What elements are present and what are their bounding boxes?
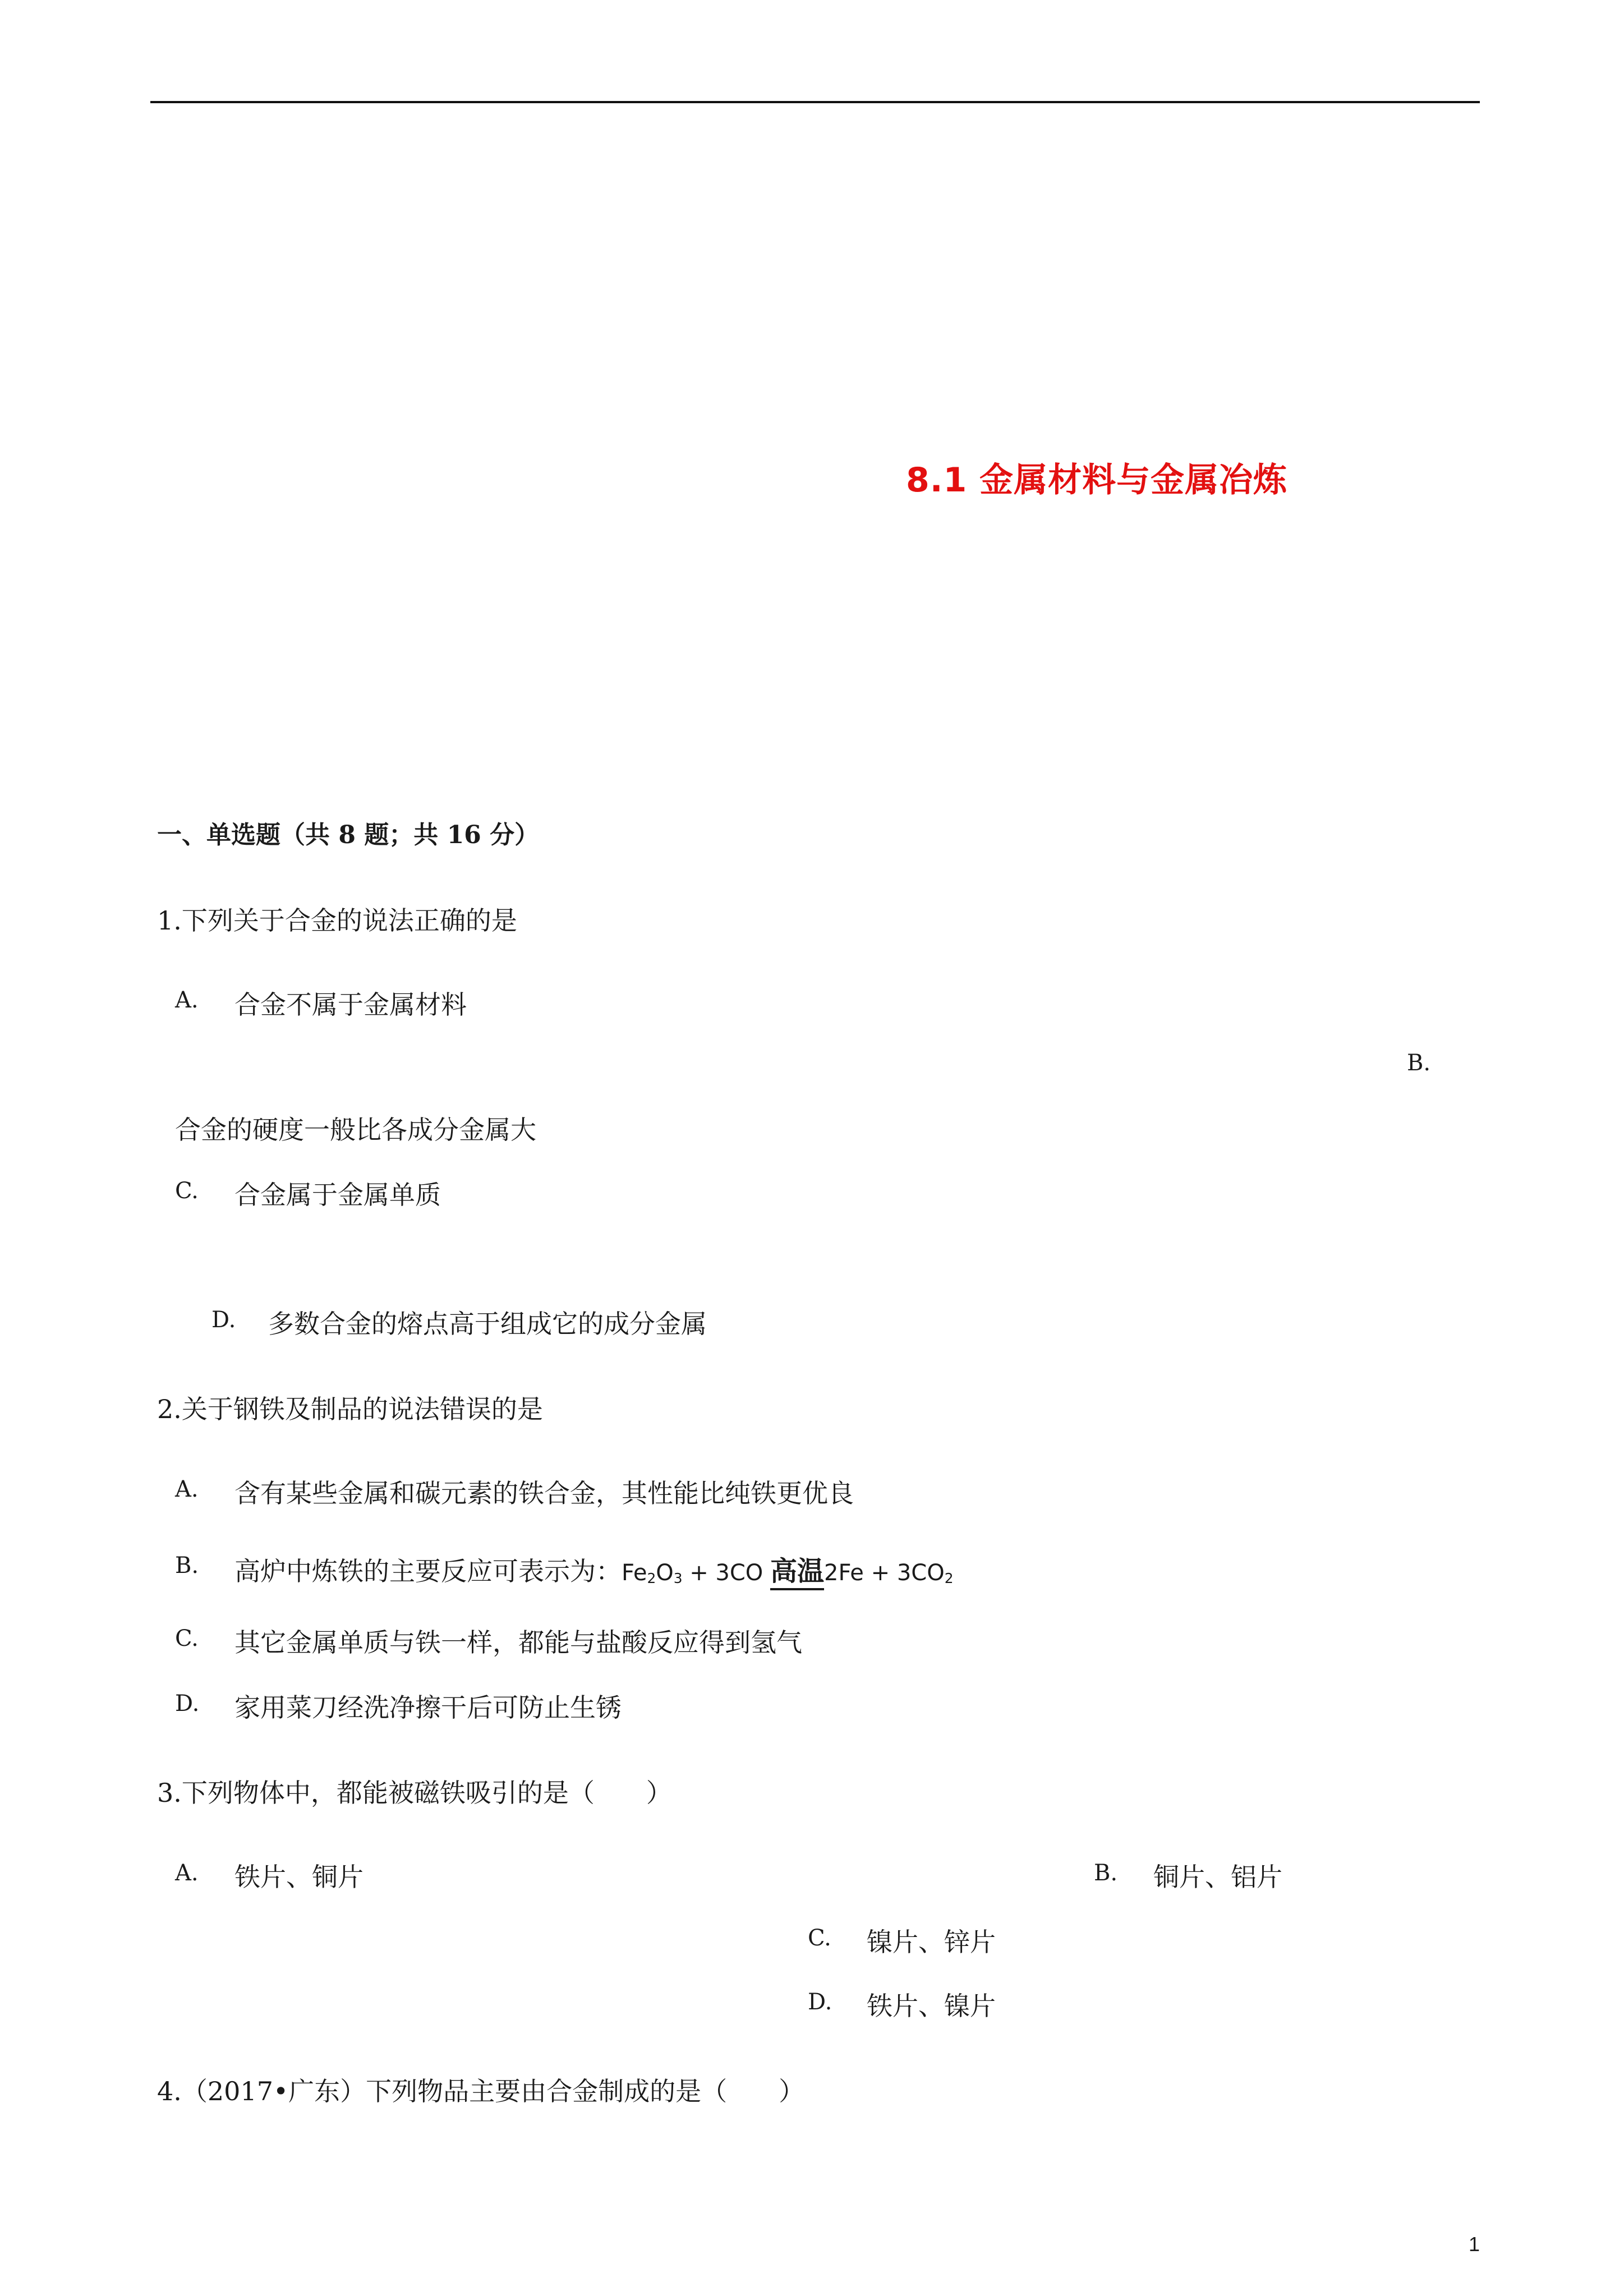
q1-option-a-text: 合金不属于金属材料 xyxy=(234,990,467,1020)
q1-option-c-text: 合金属于金属单质 xyxy=(234,1180,441,1210)
q2-option-a-letter: A. xyxy=(175,1476,199,1502)
q3-option-a-letter: A. xyxy=(175,1860,199,1886)
q1-option-d-text: 多数合金的熔点高于组成它的成分金属 xyxy=(268,1309,707,1339)
header-rule xyxy=(150,101,1480,103)
q2-option-b-text xyxy=(234,1549,954,1588)
page-title: 8.1 金属材料与金属冶炼 xyxy=(906,461,1288,500)
q3-option-c-letter: C. xyxy=(808,1925,831,1951)
question-3-stem: 3.下列物体中，都能被磁铁吸引的是（ ） xyxy=(157,1778,672,1808)
q2-option-a-text: 含有某些金属和碳元素的铁合金，其性能比纯铁更优良 xyxy=(234,1478,854,1508)
page-number: 1 xyxy=(1469,2233,1480,2256)
question-4-stem: 4.（2017•广东）下列物品主要由合金制成的是（ ） xyxy=(157,2076,805,2106)
q3-option-d-text: 铁片、镍片 xyxy=(867,1991,996,2021)
reaction-equation: $Fe_2O_3 + 3CO$ 高温$2Fe + 3CO_2$ xyxy=(622,1560,954,1586)
q1-option-b-text: 合金的硬度一般比各成分金属大 xyxy=(175,1115,536,1145)
q2-option-b-prefix: 高炉中炼铁的主要反应可表示为： xyxy=(234,1556,622,1586)
q2-option-b-letter: B. xyxy=(175,1553,199,1579)
section-heading: 一、单选题（共 8 题；共 16 分） xyxy=(157,821,540,849)
q1-option-d-letter: D. xyxy=(211,1307,236,1333)
q3-option-d-letter: D. xyxy=(808,1989,832,2015)
q3-option-c-text: 镍片、锌片 xyxy=(867,1927,996,1957)
q3-option-b-letter: B. xyxy=(1094,1860,1118,1886)
q2-option-c-letter: C. xyxy=(175,1626,199,1651)
q3-option-b-text: 铜片、铝片 xyxy=(1153,1862,1282,1892)
q3-option-a-text: 铁片、铜片 xyxy=(234,1862,364,1892)
q2-option-c-text: 其它金属单质与铁一样，都能与盐酸反应得到氢气 xyxy=(234,1627,802,1658)
q2-option-d-text: 家用菜刀经洗净擦干后可防止生锈 xyxy=(234,1692,622,1723)
q1-option-c-letter: C. xyxy=(175,1178,199,1204)
q1-option-a-letter: A. xyxy=(175,987,199,1013)
q2-option-d-letter: D. xyxy=(175,1691,200,1717)
question-1-stem: 1.下列关于合金的说法正确的是 xyxy=(157,905,517,936)
q1-option-b-letter: B. xyxy=(1407,1050,1431,1076)
question-2-stem: 2.关于钢铁及制品的说法错误的是 xyxy=(157,1394,543,1424)
reaction-condition: 高温 xyxy=(770,1556,824,1590)
